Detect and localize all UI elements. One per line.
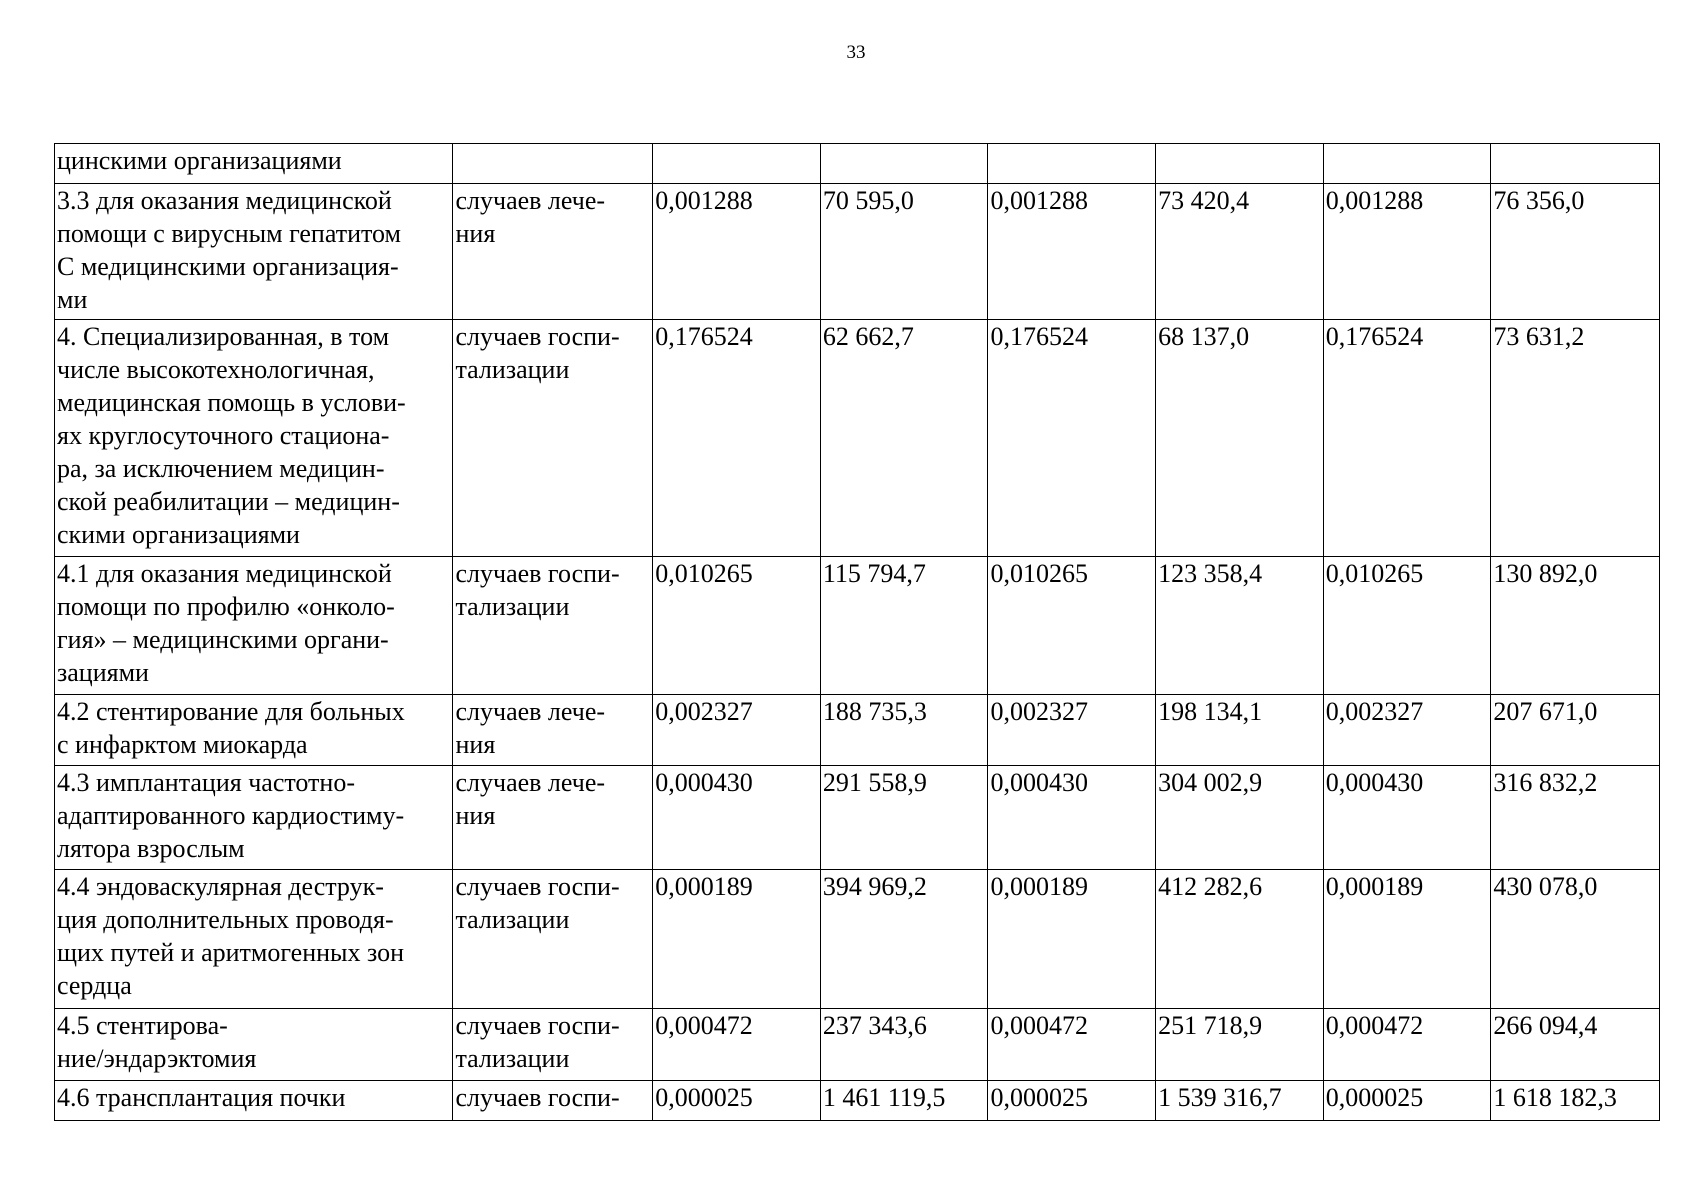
value-cell: 1 539 316,7 [1156,1081,1324,1121]
value-cell: 1 461 119,5 [820,1081,988,1121]
value-cell: 0,000025 [1323,1081,1491,1121]
value-cell: 207 671,0 [1491,695,1660,766]
table-row [55,870,1660,1009]
table-row [55,184,1660,320]
value-cell: 123 358,4 [1156,557,1324,695]
value-cell [653,144,821,184]
value-cell: 0,000472 [988,1009,1156,1081]
value-cell: 266 094,4 [1491,1009,1660,1081]
value-cell: 0,000472 [653,1009,821,1081]
value-cell: 115 794,7 [820,557,988,695]
value-cell: 316 832,2 [1491,766,1660,870]
care-type-cell: 3.3 для оказания медицинской помощи с вирусным гепатитом С медицинскими организация- ми [55,184,453,320]
value-cell [1156,144,1324,184]
value-cell: 73 420,4 [1156,184,1324,320]
care-type-cell: 4.6 трансплантация почки [55,1081,453,1121]
value-cell: 0,002327 [988,695,1156,766]
value-cell: 237 343,6 [820,1009,988,1081]
value-cell: 0,010265 [653,557,821,695]
value-cell: 0,000025 [653,1081,821,1121]
care-type-cell: цинскими организациями [55,144,453,184]
value-cell: 0,000189 [653,870,821,1009]
table-row [55,766,1660,870]
table-row [55,557,1660,695]
value-cell: 0,000189 [988,870,1156,1009]
care-type-cell: 4. Специализированная, в том числе высокотехнологичная, медицинская помощь в услови- ях круглосуточного стациона- ра, за исключением медицин- ской реабилитации – медицин- скими организациями [55,320,453,557]
value-cell: 0,001288 [1323,184,1491,320]
value-cell: 70 595,0 [820,184,988,320]
value-cell: 0,176524 [1323,320,1491,557]
care-type-cell: 4.4 эндоваскулярная деструк- ция дополнительных проводя- щих путей и аритмогенных зон сердца [55,870,453,1009]
value-cell: 0,002327 [1323,695,1491,766]
care-type-cell: 4.3 имплантация частотно- адаптированного кардиостиму- лятора взрослым [55,766,453,870]
value-cell: 62 662,7 [820,320,988,557]
value-cell: 0,176524 [653,320,821,557]
value-cell: 76 356,0 [1491,184,1660,320]
value-cell: 394 969,2 [820,870,988,1009]
value-cell: 0,002327 [653,695,821,766]
unit-cell: случаев лече- ния [453,766,653,870]
value-cell: 251 718,9 [1156,1009,1324,1081]
value-cell [988,144,1156,184]
value-cell: 0,000025 [988,1081,1156,1121]
value-cell [820,144,988,184]
unit-cell: случаев госпи- тализации [453,320,653,557]
value-cell: 291 558,9 [820,766,988,870]
value-cell: 68 137,0 [1156,320,1324,557]
value-cell: 0,000430 [653,766,821,870]
table-row [55,144,1660,184]
care-type-cell: 4.2 стентирование для больных с инфарктом миокарда [55,695,453,766]
value-cell: 0,001288 [653,184,821,320]
value-cell: 0,000430 [1323,766,1491,870]
value-cell: 0,000430 [988,766,1156,870]
value-cell: 0,000189 [1323,870,1491,1009]
care-type-cell: 4.1 для оказания медицинской помощи по профилю «онколо- гия» – медицинскими органи- зациями [55,557,453,695]
value-cell: 0,010265 [1323,557,1491,695]
value-cell: 304 002,9 [1156,766,1324,870]
table-row [55,1081,1660,1121]
unit-cell: случаев госпи- [453,1081,653,1121]
table-row [55,1009,1660,1081]
medical-care-table [54,143,1660,1121]
value-cell: 0,176524 [988,320,1156,557]
unit-cell: случаев госпи- тализации [453,557,653,695]
table-row [55,320,1660,557]
value-cell: 188 735,3 [820,695,988,766]
page-number: 33 [846,42,866,63]
value-cell: 430 078,0 [1491,870,1660,1009]
value-cell: 412 282,6 [1156,870,1324,1009]
value-cell: 0,010265 [988,557,1156,695]
unit-cell: случаев лече- ния [453,695,653,766]
value-cell [1323,144,1491,184]
value-cell: 130 892,0 [1491,557,1660,695]
care-type-cell: 4.5 стентирова- ние/эндарэктомия [55,1009,453,1081]
unit-cell: случаев госпи- тализации [453,1009,653,1081]
value-cell: 0,000472 [1323,1009,1491,1081]
value-cell: 73 631,2 [1491,320,1660,557]
unit-cell: случаев госпи- тализации [453,870,653,1009]
unit-cell: случаев лече- ния [453,184,653,320]
table-row [55,695,1660,766]
unit-cell [453,144,653,184]
value-cell: 1 618 182,3 [1491,1081,1660,1121]
value-cell [1491,144,1660,184]
value-cell: 0,001288 [988,184,1156,320]
value-cell: 198 134,1 [1156,695,1324,766]
